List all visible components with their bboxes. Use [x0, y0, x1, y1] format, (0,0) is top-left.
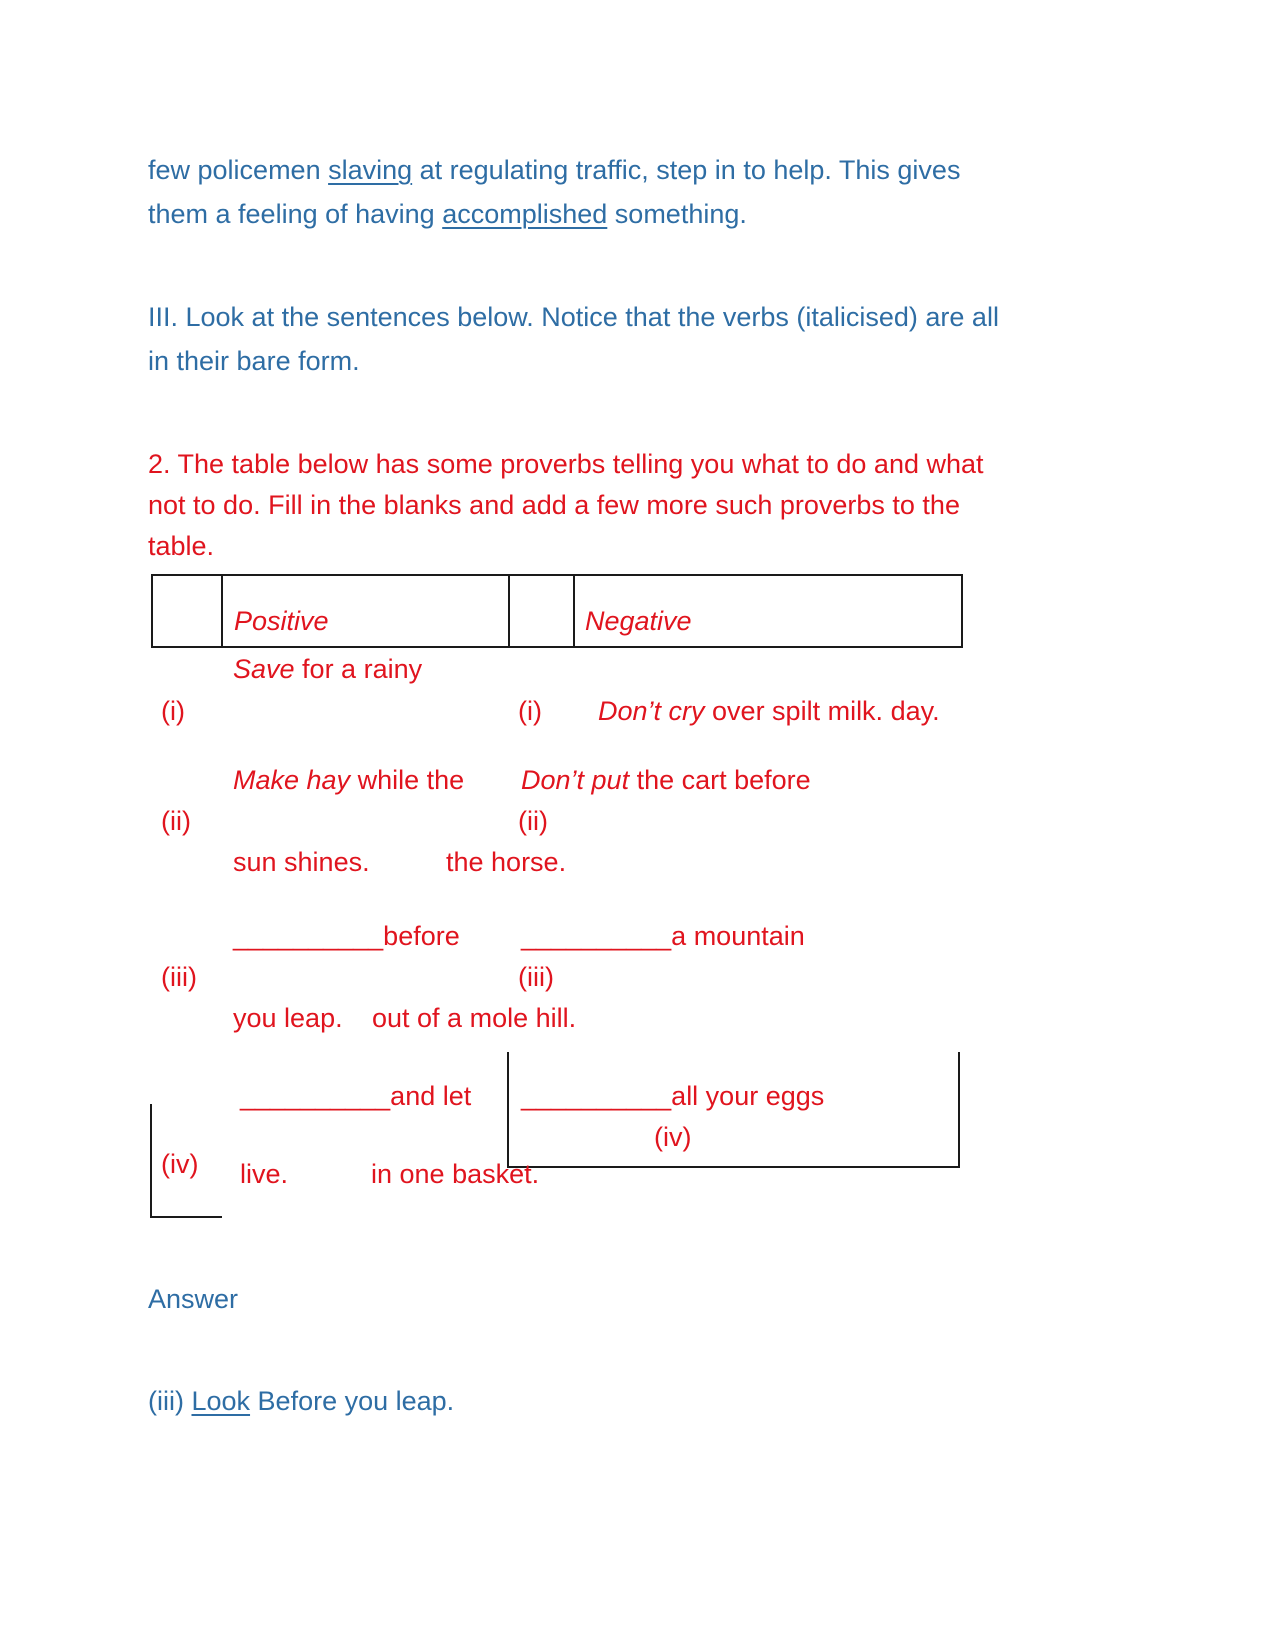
- fill-in-blank: __________: [240, 1081, 391, 1111]
- positive-proverb-line-1: [240, 1083, 471, 1110]
- verb: Make hay: [233, 765, 351, 795]
- negative-proverb-line-1: [521, 1083, 824, 1110]
- passage-text: them a feeling of having: [148, 199, 443, 229]
- positive-proverb-line-2: live.: [240, 1159, 289, 1189]
- table-border-left: [151, 574, 153, 648]
- passage-line-2: [148, 201, 747, 228]
- question-2-line-1: 2. The table below has some proverbs telling you what to do and what: [148, 449, 984, 479]
- header-positive: Positive: [234, 606, 329, 636]
- row-label-right: (i): [518, 696, 542, 726]
- underlined-word-look: Look: [191, 1386, 251, 1416]
- positive-proverb-line-1: [233, 767, 464, 794]
- section-3-line-2: in their bare form.: [148, 346, 360, 376]
- table-border-right: [961, 574, 963, 648]
- fill-in-blank: __________: [521, 1081, 672, 1111]
- question-2-line-2: not to do. Fill in the blanks and add a few more such proverbs to the: [148, 490, 960, 520]
- section-3-line-1: III. Look at the sentences below. Notice that the verbs (italicised) are all: [148, 302, 999, 332]
- header-negative: Negative: [585, 606, 692, 636]
- table-divider: [221, 574, 223, 648]
- verb: Don’t put: [521, 765, 630, 795]
- fill-in-blank: __________: [233, 921, 384, 951]
- proverb-text: a mountain: [671, 921, 805, 951]
- positive-proverb-line-1: [233, 656, 422, 683]
- proverb-text: all your eggs: [671, 1081, 825, 1111]
- positive-proverb-line-2: sun shines.: [233, 847, 370, 877]
- box-border-bottom: [150, 1216, 222, 1218]
- negative-proverb-line-2: out of a mole hill.: [372, 1003, 577, 1033]
- row-label-right: (iv): [654, 1122, 692, 1152]
- row-label-right: (ii): [518, 806, 548, 836]
- row-label-left: (ii): [161, 806, 191, 836]
- negative-proverb-line-1: [521, 923, 805, 950]
- verb: Don’t cry: [598, 696, 705, 726]
- table-border-top: [151, 574, 963, 576]
- table-divider: [508, 574, 510, 648]
- proverb-text: the cart before: [629, 765, 811, 795]
- underlined-word-slaving: slaving: [328, 155, 413, 185]
- row-label-left: (iii): [161, 962, 197, 992]
- negative-proverb-line-1: [521, 767, 811, 794]
- table-divider: [573, 574, 575, 648]
- proverb-text: for a rainy: [294, 654, 423, 684]
- row-label-right: (iii): [518, 962, 554, 992]
- positive-proverb-line-1: [233, 923, 460, 950]
- passage-text: at regulating traffic, step in to help. This gives: [412, 155, 961, 185]
- answer-label: (iii): [148, 1386, 192, 1416]
- verb: Save: [233, 654, 295, 684]
- proverb-text: over spilt milk. day.: [704, 696, 940, 726]
- underlined-word-accomplished: accomplished: [442, 199, 608, 229]
- answer-text: Before you leap.: [250, 1386, 455, 1416]
- box-border-right: [958, 1052, 960, 1168]
- proverb-text: while the: [350, 765, 465, 795]
- proverb-text: and let: [390, 1081, 472, 1111]
- passage-line-1: [148, 157, 960, 184]
- answer-item: [148, 1388, 454, 1415]
- box-border-left: [150, 1104, 152, 1218]
- fill-in-blank: __________: [521, 921, 672, 951]
- positive-proverb-line-2: you leap.: [233, 1003, 343, 1033]
- answer-heading: Answer: [148, 1284, 239, 1314]
- box-border-left: [507, 1052, 509, 1168]
- box-border-bottom: [507, 1166, 960, 1168]
- question-2-line-3: table.: [148, 531, 215, 561]
- proverb-text: before: [383, 921, 460, 951]
- row-label-left: (i): [161, 696, 185, 726]
- passage-text: something.: [607, 199, 747, 229]
- negative-proverb-line-1: [598, 698, 940, 725]
- row-label-left: (iv): [161, 1149, 199, 1179]
- negative-proverb-line-2: the horse.: [446, 847, 567, 877]
- table-border-bottom: [151, 646, 963, 648]
- negative-proverb-line-2: in one basket.: [371, 1159, 540, 1189]
- passage-text: few policemen: [148, 155, 329, 185]
